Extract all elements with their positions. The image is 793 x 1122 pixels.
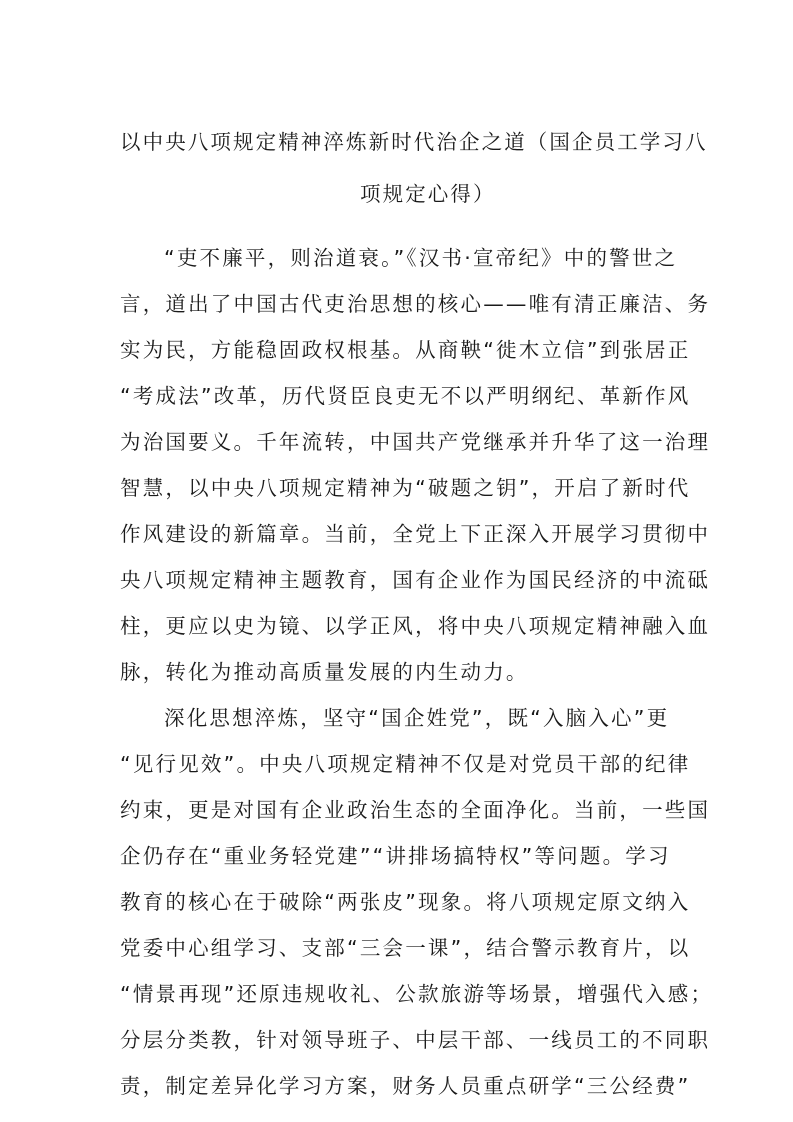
paragraph-line: 约束，更是对国有企业政治生态的全面净化。当前，一些国 xyxy=(120,798,711,822)
paragraph-line: 智慧，以中央八项规定精神为“破题之钥”，开启了新时代 xyxy=(120,476,691,500)
paragraph-line: 实为民，方能稳固政权根基。从商鞅“徙木立信”到张居正 xyxy=(120,338,691,362)
paragraph-line: 柱，更应以史为镜、以学正风，将中央八项规定精神融入血 xyxy=(120,614,711,638)
paragraph-line: 为治国要义。千年流转，中国共产党继承并升华了这一治理 xyxy=(120,430,711,454)
paragraph-line: 作风建设的新篇章。当前，全党上下正深入开展学习贯彻中 xyxy=(120,522,711,546)
document-title-line-2: 项规定心得） xyxy=(360,182,496,206)
paragraph-line: 企仍存在“重业务轻党建”“讲排场搞特权”等问题。学习 xyxy=(120,844,671,868)
document-title-line-1: 以中央八项规定精神淬炼新时代治企之道（国企员工学习八 xyxy=(120,130,708,154)
paragraph-line: 责，制定差异化学习方案，财务人员重点研学“三公经费” xyxy=(120,1074,691,1098)
paragraph-line: “见行见效”。中央八项规定精神不仅是对党员干部的纪律 xyxy=(120,752,691,776)
paragraph-line: “考成法”改革，历代贤臣良吏无不以严明纲纪、革新作风 xyxy=(120,384,691,408)
paragraph-line: 教育的核心在于破除“两张皮”现象。将八项规定原文纳入 xyxy=(120,890,691,914)
paragraph-line: 脉，转化为推动高质量发展的内生动力。 xyxy=(120,660,529,684)
paragraph-line: “吏不廉平，则治道衰。”《汉书·宣帝纪》中的警世之 xyxy=(164,246,678,270)
paragraph-line: 分层分类教，针对领导班子、中层干部、一线员工的不同职 xyxy=(120,1028,711,1052)
paragraph-line: 党委中心组学习、支部“三会一课”，结合警示教育片，以 xyxy=(120,936,691,960)
paragraph-line: 深化思想淬炼，坚守“国企姓党”，既“入脑入心”更 xyxy=(164,706,670,730)
paragraph-line: 言，道出了中国古代吏治思想的核心——唯有清正廉洁、务 xyxy=(120,292,711,316)
paragraph-line: “情景再现”还原违规收礼、公款旅游等场景，增强代入感； xyxy=(120,982,714,1006)
paragraph-line: 央八项规定精神主题教育，国有企业作为国民经济的中流砥 xyxy=(120,568,711,592)
